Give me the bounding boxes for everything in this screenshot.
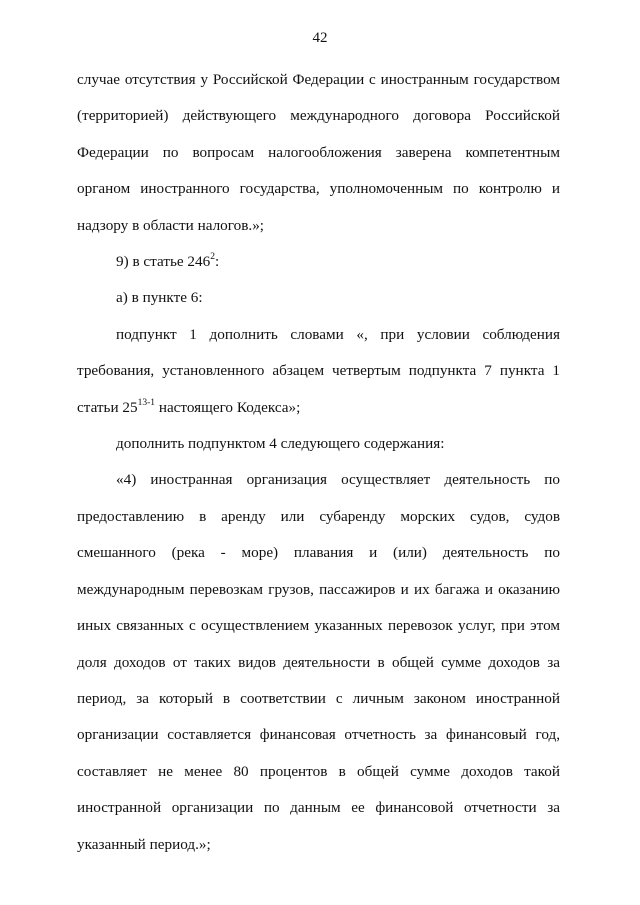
page-number: 42 (312, 30, 328, 46)
article-item-suffix: : (214, 253, 220, 271)
amendment-text: подпункт 1 дополнить словами «, при условии соблюдения требования, установленного абзацем четвертым подпункта 7 пункта 1 статьи 25 (77, 325, 560, 416)
paragraph-amendment (77, 317, 560, 426)
paragraph-article-item (77, 244, 560, 280)
amendment-superscript: 13-1 (137, 397, 156, 408)
paragraph-addition: дополнить подпунктом 4 следующего содержания: (116, 435, 445, 453)
paragraph-subitem: а) в пункте 6: (116, 289, 203, 307)
document-body (77, 62, 560, 863)
article-item-superscript: 2 (210, 251, 215, 262)
paragraph-continuation: случае отсутствия у Российской Федерации с иностранным государством (территорией) действующего международного договора Российской Федерации по вопросам налогообложения заверена компетентным органом иностранного государства, уполномоченным по контролю и надзору в области налогов.»; (77, 71, 560, 234)
article-item-text: 9) в статье 246 (116, 253, 211, 271)
amendment-suffix: настоящего Кодекса»; (155, 398, 301, 416)
paragraph-new-subitem: «4) иностранная организация осуществляет деятельность по предоставлению в аренду или субаренду морских судов, судов смешанного (река - море) плавания и (или) деятельность по международным перевозкам грузов, пассажиров и их багажа и оказанию иных связанных с осуществлением указанных перевозок услуг, при этом доля доходов от таких видов деятельности в общей сумме доходов за период, за который в соответствии с личным законом иностранной организации составляется финансовая отчетность за финансовый год, составляет не менее 80 процентов в общей сумме доходов такой иностранной организации по данным ее финансовой отчетности за указанный период.»; (77, 471, 560, 853)
